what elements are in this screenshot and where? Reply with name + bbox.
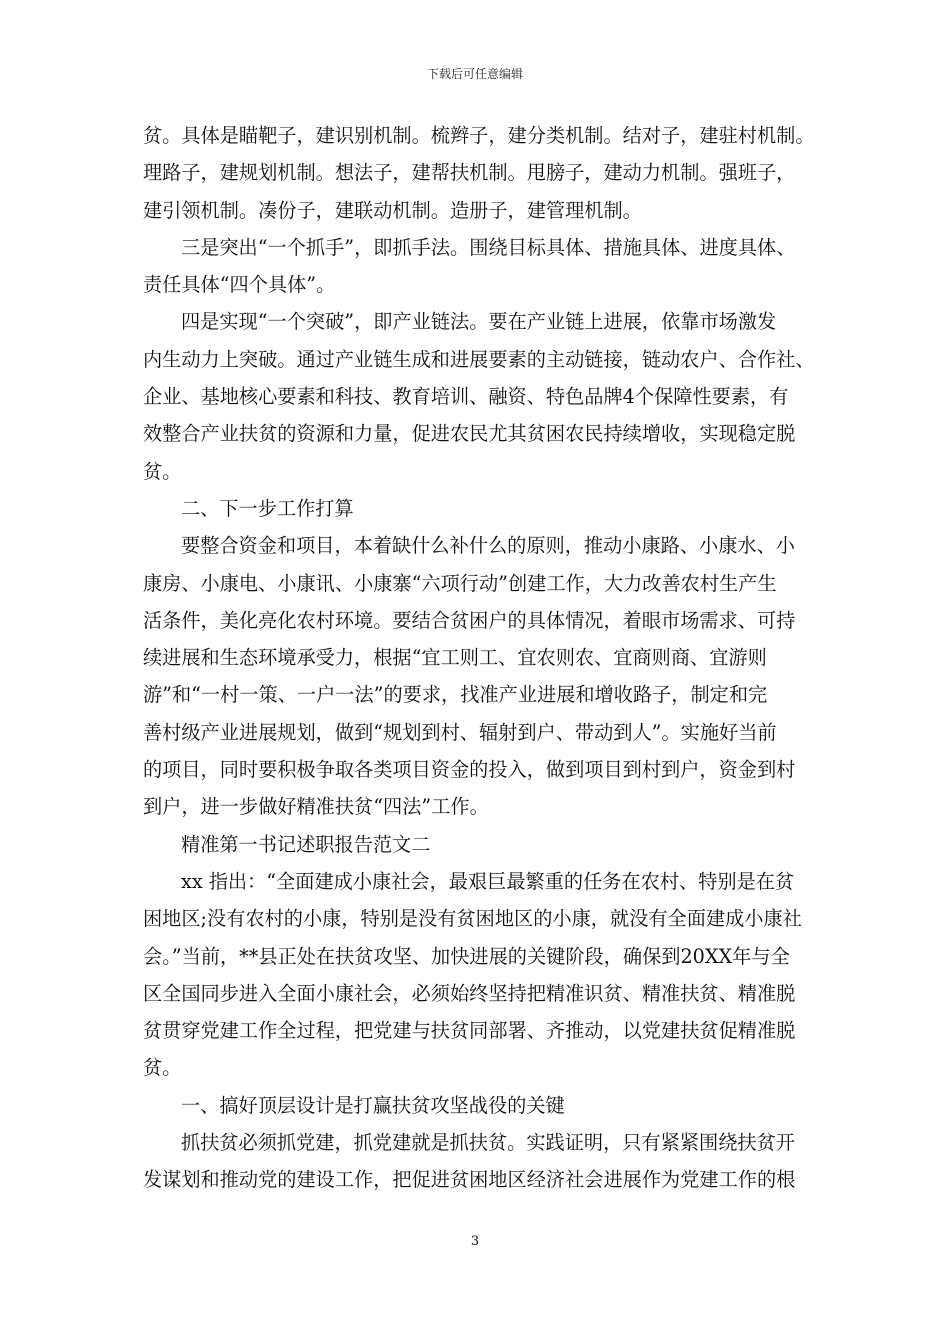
text-line: 会。”当前，**县正处在扶贫攻坚、加快进展的关键阶段，确保到20XX年与全 bbox=[143, 944, 790, 968]
page-header: 下载后可任意编辑 bbox=[426, 67, 523, 81]
text-line: 建引领机制。凑份子，建联动机制。造册子，建管理机制。 bbox=[143, 198, 642, 222]
text-line: 贫。具体是瞄靶子，建识别机制。梳辫子，建分类机制。结对子，建驻村机制。 bbox=[143, 124, 815, 147]
text-line: 要整合资金和项目，本着缺什么补什么的原则，推动小康路、小康水、小 bbox=[181, 534, 795, 558]
text-line: 续进展和生态环境承受力，根据“宜工则工、宜农则农、宜商则商、宜游则 bbox=[143, 646, 767, 670]
text-line: 四是实现“一个突破”，即产业链法。要在产业链上进展，依靠市场激发 bbox=[181, 310, 777, 334]
text-line: 善村级产业进展规划，做到“规划到村、辐射到户、带动到人”。实施好当前 bbox=[143, 720, 777, 744]
text-line: 内生动力上突破。通过产业链生成和进展要素的主动链接，链动农户、合作社、 bbox=[143, 347, 815, 371]
text-line: 游”和“一村一策、一户一法”的要求，找准产业进展和增收路子，制定和完 bbox=[143, 683, 768, 707]
text-line: 贫贯穿党建工作全过程，把党建与扶贫同部署、齐推动，以党建扶贫促精准脱 bbox=[143, 1019, 796, 1043]
text-line: 发谋划和推动党的建设工作，把促进贫困地区经济社会进展作为党建工作的根 bbox=[143, 1168, 796, 1192]
text-line: 贫。 bbox=[143, 459, 182, 483]
text-line: 区全国同步进入全面小康社会，必须始终坚持把精准识贫、精准扶贫、精准脱 bbox=[143, 981, 796, 1005]
text-line: 理路子，建规划机制。想法子，建帮扶机制。甩膀子，建动力机制。强班子， bbox=[143, 161, 796, 185]
text-line: 抓扶贫必须抓党建，抓党建就是抓扶贫。实践证明，只有紧紧围绕扶贫开 bbox=[181, 1131, 795, 1155]
text-line: 企业、基地核心要素和科技、教育培训、融资、特色品牌4个保障性要素，有 bbox=[143, 385, 789, 409]
text-line: 康房、小康电、小康讯、小康寨“六项行动”创建工作，大力改善农村生产生 bbox=[143, 571, 777, 595]
text-line: 精准第一书记述职报告范文二 bbox=[181, 832, 431, 856]
page-number: 3 bbox=[470, 1234, 480, 1249]
text-line: 贫。 bbox=[143, 1056, 182, 1080]
document-body bbox=[143, 117, 815, 1199]
text-line: 到户，进一步做好精准扶贫“四法”工作。 bbox=[143, 795, 489, 819]
text-line: 一、搞好顶层设计是打赢扶贫攻坚战役的关键 bbox=[181, 1093, 565, 1117]
text-line: 效整合产业扶贫的资源和力量，促进农民尤其贫困农民持续增收，实现稳定脱 bbox=[143, 422, 796, 446]
text-line: 的项目，同时要积极争取各类项目资金的投入，做到项目到村到户，资金到村 bbox=[143, 758, 796, 782]
text-line: 困地区;没有农村的小康，特别是没有贫困地区的小康，就没有全面建成小康社 bbox=[143, 907, 802, 931]
text-line: 责任具体“四个具体”。 bbox=[143, 273, 336, 297]
text-line: 活条件，美化亮化农村环境。要结合贫困户的具体情况，着眼市场需求、可持 bbox=[143, 608, 796, 632]
text-line: xx 指出：“全面建成小康社会，最艰巨最繁重的任务在农村、特别是在贫 bbox=[181, 869, 795, 893]
text-line: 三是突出“一个抓手”，即抓手法。围绕目标具体、措施具体、进度具体、 bbox=[181, 235, 796, 259]
text-line: 二、下一步工作打算 bbox=[181, 496, 354, 520]
